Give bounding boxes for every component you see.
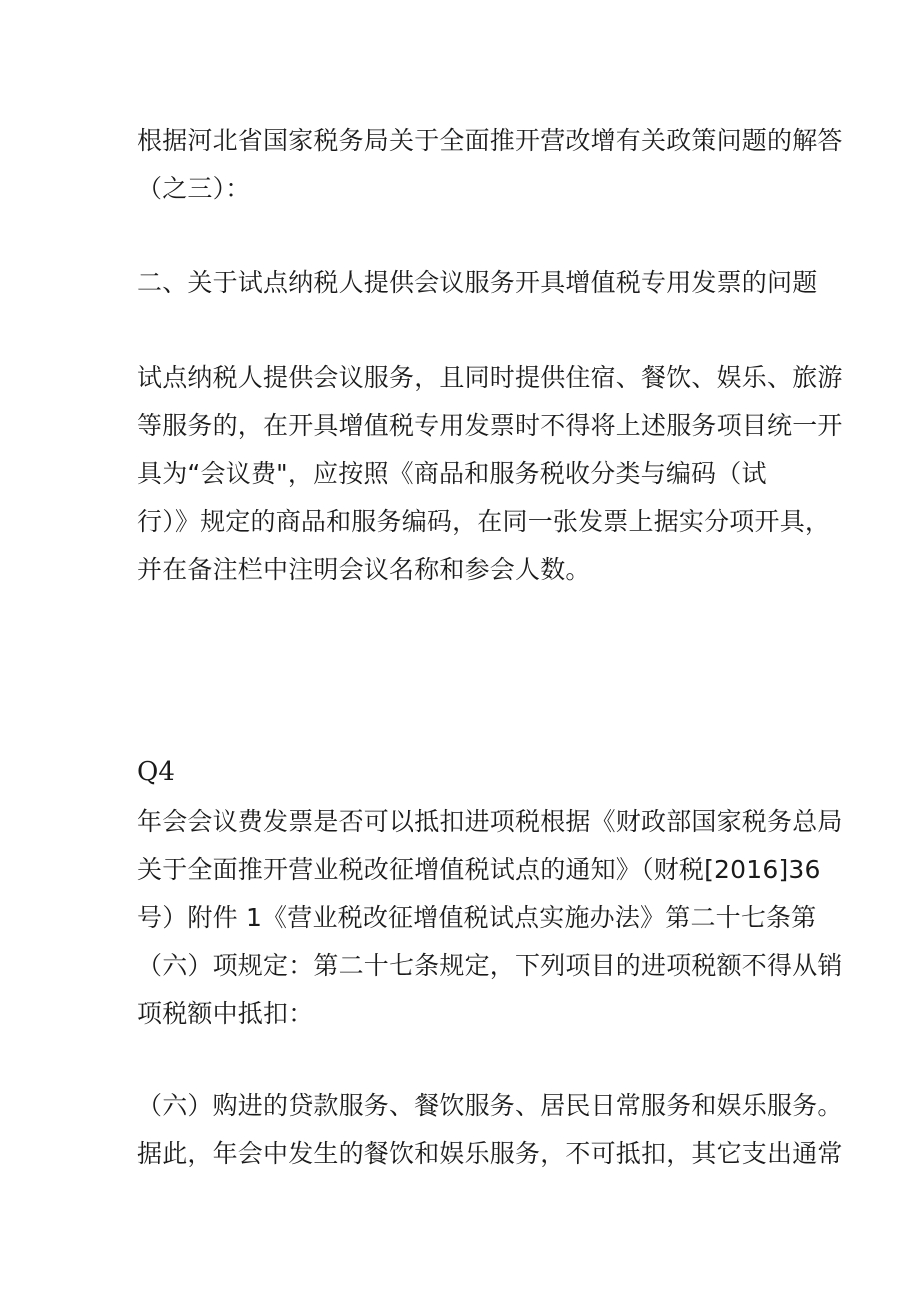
paragraph-one-line-3: 具为“会议费"，应按照《商品和服务税收分类与编码（试 — [137, 459, 767, 488]
paragraph-two-line-3: 号）附件 1《营业税改征增值税试点实施办法》第二十七条第 — [137, 903, 817, 932]
paragraph-one-line-1: 试点纳税人提供会议服务，且同时提供住宿、餐饮、娱乐、旅游 — [137, 363, 843, 392]
intro-line-1: 根据河北省国家税务局关于全面推开营改增有关政策问题的解答 — [137, 126, 843, 155]
section-two-title: 二、关于试点纳税人提供会议服务开具增值税专用发票的问题 — [137, 268, 818, 297]
paragraph-one-line-2: 等服务的，在开具增值税专用发票时不得将上述服务项目统一开 — [137, 411, 843, 440]
paragraph-three-line-2: 据此，年会中发生的餐饮和娱乐服务，不可抵扣，其它支出通常 — [137, 1139, 843, 1168]
paragraph-one-line-4: 行）》规定的商品和服务编码，在同一张发票上据实分项开具， — [137, 507, 831, 536]
paragraph-two-line-2: 关于全面推开营业税改征增值税试点的通知》（财税[2016]36 — [137, 855, 821, 884]
intro-line-2: （之三）： — [137, 174, 251, 203]
paragraph-three-line-1: （六）购进的贷款服务、餐饮服务、居民日常服务和娱乐服务。 — [137, 1091, 843, 1120]
paragraph-two-line-1: 年会会议费发票是否可以抵扣进项税根据《财政部国家税务总局 — [137, 807, 843, 836]
paragraph-one-line-5: 并在备注栏中注明会议名称和参会人数。 — [137, 555, 591, 584]
q4-heading: Q4 — [137, 757, 175, 787]
paragraph-two-line-4: （六）项规定：第二十七条规定，下列项目的进项税额不得从销 — [137, 951, 843, 980]
paragraph-two-line-5: 项税额中抵扣： — [137, 999, 314, 1028]
